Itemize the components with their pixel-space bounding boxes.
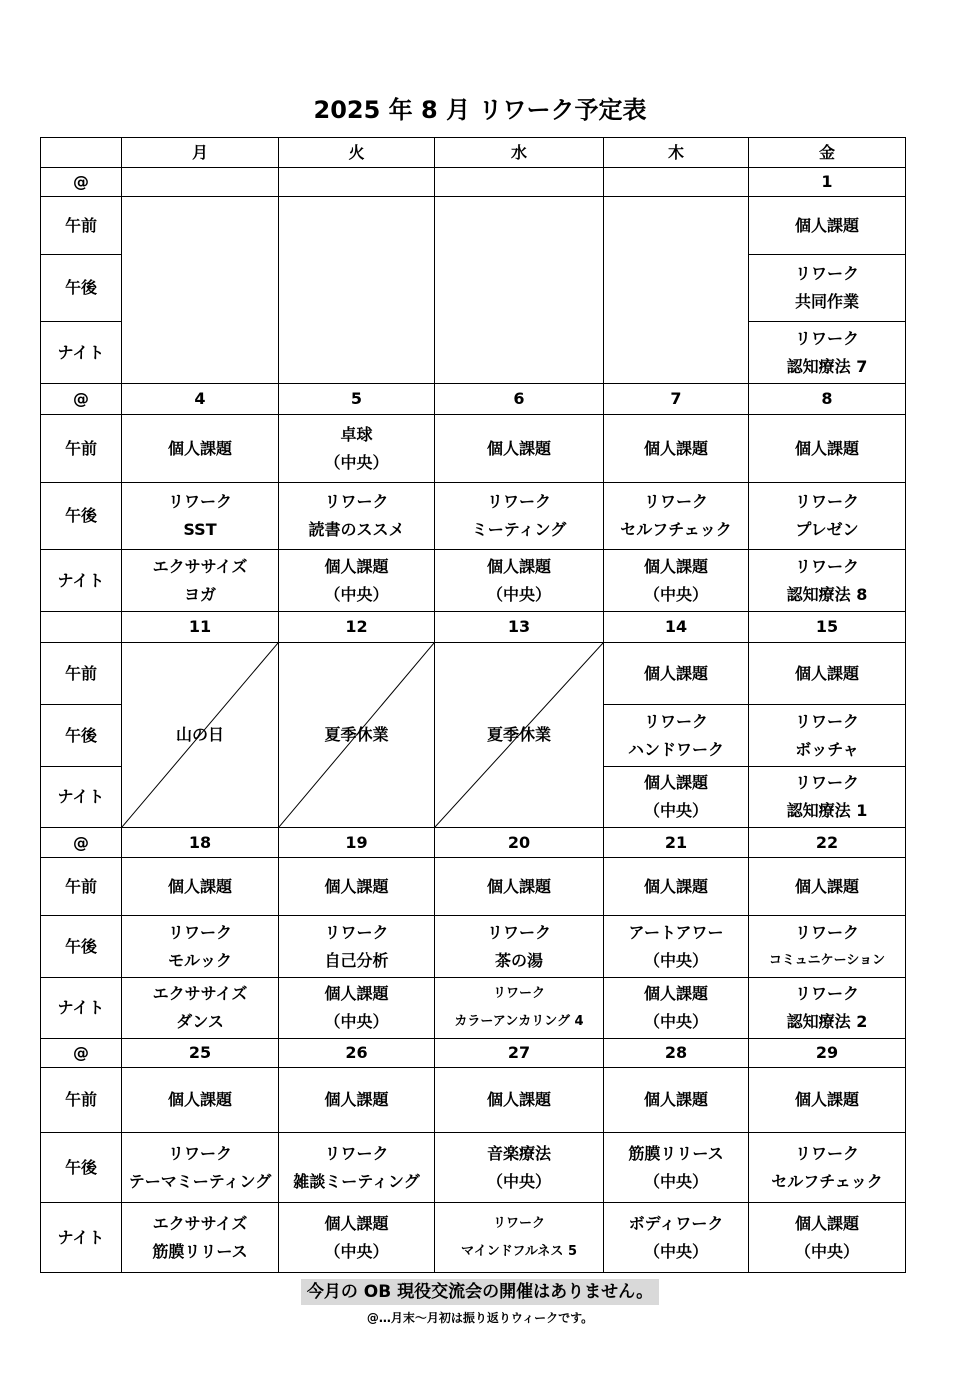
day-header-fri: 金 <box>749 138 906 168</box>
schedule-cell <box>604 1068 749 1133</box>
activity-line: リワーク <box>794 773 859 792</box>
day-header-thu: 木 <box>604 138 749 168</box>
activity-line: 個人課題 <box>794 663 859 683</box>
date-row <box>41 168 906 197</box>
activity-line: アートアワー <box>628 922 724 942</box>
period-label-night: ナイト <box>41 1203 122 1273</box>
date-cell <box>279 168 435 197</box>
schedule-cell <box>435 858 604 916</box>
activity-line: 個人課題 <box>794 876 859 896</box>
activity-line: 個人課題 <box>643 556 708 576</box>
activity-line: 個人課題 <box>643 773 708 792</box>
activity-line: 雑談ミーティング <box>293 1171 420 1191</box>
activity-line: ボディワーク <box>628 1213 724 1233</box>
schedule-cell <box>279 916 435 978</box>
activity-line: SST <box>183 520 217 539</box>
date-cell: 20 <box>435 828 604 858</box>
activity-line: 個人課題 <box>794 438 859 458</box>
activity-line: リワーク <box>486 492 551 511</box>
activity-line: 個人課題 <box>643 438 708 458</box>
schedule-cell <box>279 550 435 612</box>
activity-line: （中央） <box>643 1171 708 1191</box>
activity-line: マインドフルネス 5 <box>460 1243 577 1259</box>
date-cell: 19 <box>279 828 435 858</box>
schedule-cell <box>604 916 749 978</box>
date-cell <box>122 168 279 197</box>
schedule-cell <box>604 705 749 767</box>
schedule-cell <box>279 1133 435 1203</box>
schedule-cell <box>604 483 749 550</box>
schedule-cell <box>122 415 279 483</box>
activity-line: リワーク <box>794 984 859 1003</box>
notice-banner <box>0 1279 960 1305</box>
schedule-cell <box>279 858 435 916</box>
activity-line: モルック <box>167 950 232 970</box>
activity-line: リワーク <box>794 556 859 576</box>
header-row <box>41 138 906 168</box>
holiday-cell <box>435 643 604 828</box>
schedule-cell <box>749 643 906 705</box>
schedule-cell <box>122 1203 279 1273</box>
date-cell: 6 <box>435 384 604 415</box>
activity-line: リワーク <box>324 492 389 511</box>
schedule-cell <box>604 643 749 705</box>
activity-line: （中央） <box>486 1171 551 1191</box>
night-row <box>41 978 906 1039</box>
schedule-cell <box>435 415 604 483</box>
date-cell: 7 <box>604 384 749 415</box>
activity-line: テーマミーティング <box>128 1171 272 1191</box>
schedule-cell <box>279 978 435 1039</box>
schedule-cell <box>604 1133 749 1203</box>
schedule-cell <box>749 255 906 322</box>
activity-line: セルフチェック <box>771 1171 883 1191</box>
activity-line: リワーク <box>492 1215 545 1231</box>
schedule-cell <box>749 916 906 978</box>
schedule-table <box>40 137 906 1273</box>
activity-line: 読書のススメ <box>308 520 405 539</box>
period-label-pm: 午後 <box>41 705 122 767</box>
pm-row <box>41 1133 906 1203</box>
activity-line: 自己分析 <box>324 950 389 970</box>
am-row <box>41 643 906 705</box>
holiday-cell <box>122 643 279 828</box>
schedule-cell <box>749 483 906 550</box>
date-cell: 21 <box>604 828 749 858</box>
day-header-mon: 月 <box>122 138 279 168</box>
activity-line: （中央） <box>324 1241 389 1261</box>
date-cell: 12 <box>279 612 435 643</box>
period-label-am: 午前 <box>41 643 122 705</box>
schedule-cell <box>122 978 279 1039</box>
holiday-label: 夏季休業 <box>486 725 551 744</box>
pm-row <box>41 483 906 550</box>
date-cell: 29 <box>749 1039 906 1068</box>
schedule-cell <box>122 550 279 612</box>
activity-line: （中央） <box>324 584 389 604</box>
date-cell: 22 <box>749 828 906 858</box>
empty-cell <box>604 197 749 384</box>
activity-line: 筋膜リリース <box>152 1241 248 1261</box>
day-header-tue: 火 <box>279 138 435 168</box>
schedule-cell <box>749 978 906 1039</box>
activity-line: 茶の湯 <box>494 950 543 970</box>
schedule-cell <box>604 767 749 828</box>
activity-line: 個人課題 <box>643 984 708 1003</box>
date-cell: 13 <box>435 612 604 643</box>
activity-line: リワーク <box>794 1143 859 1163</box>
activity-line: ミーティング <box>471 520 567 539</box>
activity-line: 認知療法 1 <box>786 801 868 820</box>
schedule-cell <box>122 858 279 916</box>
page-title: 2025 年 8 月 リワーク予定表 <box>313 96 647 124</box>
activity-line: （中央） <box>643 584 708 604</box>
schedule-cell <box>604 415 749 483</box>
period-label-pm: 午後 <box>41 916 122 978</box>
date-cell: 18 <box>122 828 279 858</box>
activity-line: 個人課題 <box>324 1090 389 1109</box>
activity-line: （中央） <box>486 584 551 604</box>
date-row <box>41 828 906 858</box>
activity-line: リワーク <box>794 922 859 942</box>
schedule-cell <box>279 415 435 483</box>
empty-cell <box>279 197 435 384</box>
schedule-cell <box>604 858 749 916</box>
date-cell: 11 <box>122 612 279 643</box>
period-label-am: 午前 <box>41 1068 122 1133</box>
period-label-am: 午前 <box>41 858 122 916</box>
activity-line: リワーク <box>167 1143 232 1163</box>
schedule-cell: 個人課題 <box>749 197 906 255</box>
schedule-cell <box>749 415 906 483</box>
schedule-cell <box>435 1068 604 1133</box>
date-cell: 25 <box>122 1039 279 1068</box>
date-row <box>41 384 906 415</box>
period-label-night: ナイト <box>41 767 122 828</box>
schedule-cell <box>122 1068 279 1133</box>
activity-line: 個人課題 <box>486 1090 551 1109</box>
date-cell: 26 <box>279 1039 435 1068</box>
activity-line: リワーク <box>794 264 859 283</box>
activity-line: （中央） <box>324 452 389 472</box>
activity-line: （中央） <box>643 801 708 820</box>
schedule-cell <box>749 1068 906 1133</box>
activity-line: コミュニケーション <box>768 952 886 968</box>
activity-line: リワーク <box>167 922 232 942</box>
schedule-cell <box>749 550 906 612</box>
activity-line: 認知療法 7 <box>786 356 868 376</box>
schedule-cell <box>749 1203 906 1273</box>
activity-line: リワーク <box>643 492 708 511</box>
activity-line: 個人課題 <box>167 876 232 896</box>
activity-line: 個人課題 <box>643 876 708 896</box>
date-row <box>41 612 906 643</box>
activity-line: エクササイズ <box>152 984 248 1003</box>
activity-line: ダンス <box>176 1012 224 1031</box>
holiday-label: 夏季休業 <box>324 725 389 744</box>
am-row <box>41 1068 906 1133</box>
night-row <box>41 550 906 612</box>
activity-line: （中央） <box>324 1012 389 1031</box>
pm-row <box>41 916 906 978</box>
week-label: @ <box>41 384 122 415</box>
week-label: @ <box>41 1039 122 1068</box>
schedule-cell <box>279 1068 435 1133</box>
activity-line: ボッチャ <box>795 739 859 759</box>
schedule-cell <box>604 978 749 1039</box>
period-label-pm: 午後 <box>41 1133 122 1203</box>
schedule-cell <box>122 916 279 978</box>
empty-cell <box>435 197 604 384</box>
activity-line: 筋膜リリース <box>628 1143 724 1163</box>
activity-line: 個人課題 <box>643 663 708 683</box>
activity-line: 音楽療法 <box>486 1143 551 1163</box>
schedule-cell <box>279 1203 435 1273</box>
date-cell: 28 <box>604 1039 749 1068</box>
schedule-cell <box>749 1133 906 1203</box>
period-label-night: ナイト <box>41 322 122 384</box>
activity-line: 個人課題 <box>794 1090 859 1109</box>
activity-line: 個人課題 <box>486 876 551 896</box>
activity-line: リワーク <box>324 1143 389 1163</box>
activity-line: 個人課題 <box>324 1213 389 1233</box>
notice-text: 今月の OB 現役交流会の開催はありません。 <box>301 1279 659 1305</box>
corner-cell <box>41 138 122 168</box>
schedule-cell <box>435 1133 604 1203</box>
activity-line: 個人課題 <box>324 984 389 1003</box>
am-row <box>41 197 906 255</box>
week-label <box>41 612 122 643</box>
holiday-cell <box>279 643 435 828</box>
schedule-cell <box>435 550 604 612</box>
schedule-cell <box>604 1203 749 1273</box>
schedule-cell <box>122 483 279 550</box>
activity-line: リワーク <box>486 922 551 942</box>
date-cell: 4 <box>122 384 279 415</box>
schedule-cell <box>749 767 906 828</box>
footnote: @…月末～月初は振り返りウィークです。 <box>366 1311 594 1325</box>
week-label: @ <box>41 168 122 197</box>
schedule-cell <box>749 322 906 384</box>
activity-line: 個人課題 <box>486 556 551 576</box>
date-cell: 1 <box>749 168 906 197</box>
date-cell: 27 <box>435 1039 604 1068</box>
activity-line: エクササイズ <box>152 1213 248 1233</box>
activity-line: ヨガ <box>183 584 216 604</box>
activity-line: 個人課題 <box>486 438 551 458</box>
activity-line: エクササイズ <box>152 556 248 576</box>
day-header-wed: 水 <box>435 138 604 168</box>
date-cell: 14 <box>604 612 749 643</box>
activity-line: セルフチェック <box>620 520 732 539</box>
activity-line: リワーク <box>794 328 859 348</box>
period-label-night: ナイト <box>41 978 122 1039</box>
period-label-night: ナイト <box>41 550 122 612</box>
activity-line: リワーク <box>794 492 859 511</box>
activity-line: 卓球 <box>340 424 373 444</box>
schedule-cell <box>435 483 604 550</box>
activity-line: （中央） <box>643 1012 708 1031</box>
empty-cell <box>122 197 279 384</box>
schedule-cell <box>749 705 906 767</box>
night-row <box>41 1203 906 1273</box>
activity-line: リワーク <box>167 492 232 511</box>
date-cell: 8 <box>749 384 906 415</box>
period-label-pm: 午後 <box>41 483 122 550</box>
date-cell: 15 <box>749 612 906 643</box>
date-cell <box>604 168 749 197</box>
activity-line: 個人課題 <box>794 1213 859 1233</box>
activity-line: 認知療法 8 <box>786 584 868 604</box>
activity-line: 個人課題 <box>643 1090 708 1109</box>
activity-line: カラーアンカリング 4 <box>454 1014 584 1029</box>
period-label-am: 午前 <box>41 415 122 483</box>
activity-line: （中央） <box>794 1241 859 1261</box>
activity-line: 認知療法 2 <box>786 1012 868 1031</box>
schedule-cell <box>604 550 749 612</box>
activity-line: リワーク <box>492 986 545 1001</box>
activity-line: 個人課題 <box>167 1090 232 1109</box>
activity-line: （中央） <box>643 1241 708 1261</box>
date-cell: 5 <box>279 384 435 415</box>
activity-line: （中央） <box>643 950 708 970</box>
activity-line: 個人課題 <box>324 876 389 896</box>
am-row <box>41 858 906 916</box>
schedule-cell <box>122 1133 279 1203</box>
activity-line: リワーク <box>643 711 708 731</box>
schedule-cell <box>435 1203 604 1273</box>
date-cell <box>435 168 604 197</box>
am-row <box>41 415 906 483</box>
activity-line: リワーク <box>794 711 859 731</box>
activity-line: 共同作業 <box>794 292 859 311</box>
schedule-cell <box>279 483 435 550</box>
activity-line: ハンドワーク <box>627 739 724 759</box>
date-row <box>41 1039 906 1068</box>
schedule-cell <box>435 916 604 978</box>
period-label-pm: 午後 <box>41 255 122 322</box>
week-label: @ <box>41 828 122 858</box>
schedule-cell <box>435 978 604 1039</box>
activity-line: 個人課題 <box>167 438 232 458</box>
activity-line: プレゼン <box>795 520 859 539</box>
activity-line: 個人課題 <box>324 556 389 576</box>
holiday-label: 山の日 <box>175 725 224 744</box>
period-label-am: 午前 <box>41 197 122 255</box>
activity-line: リワーク <box>324 922 389 942</box>
schedule-cell <box>749 858 906 916</box>
